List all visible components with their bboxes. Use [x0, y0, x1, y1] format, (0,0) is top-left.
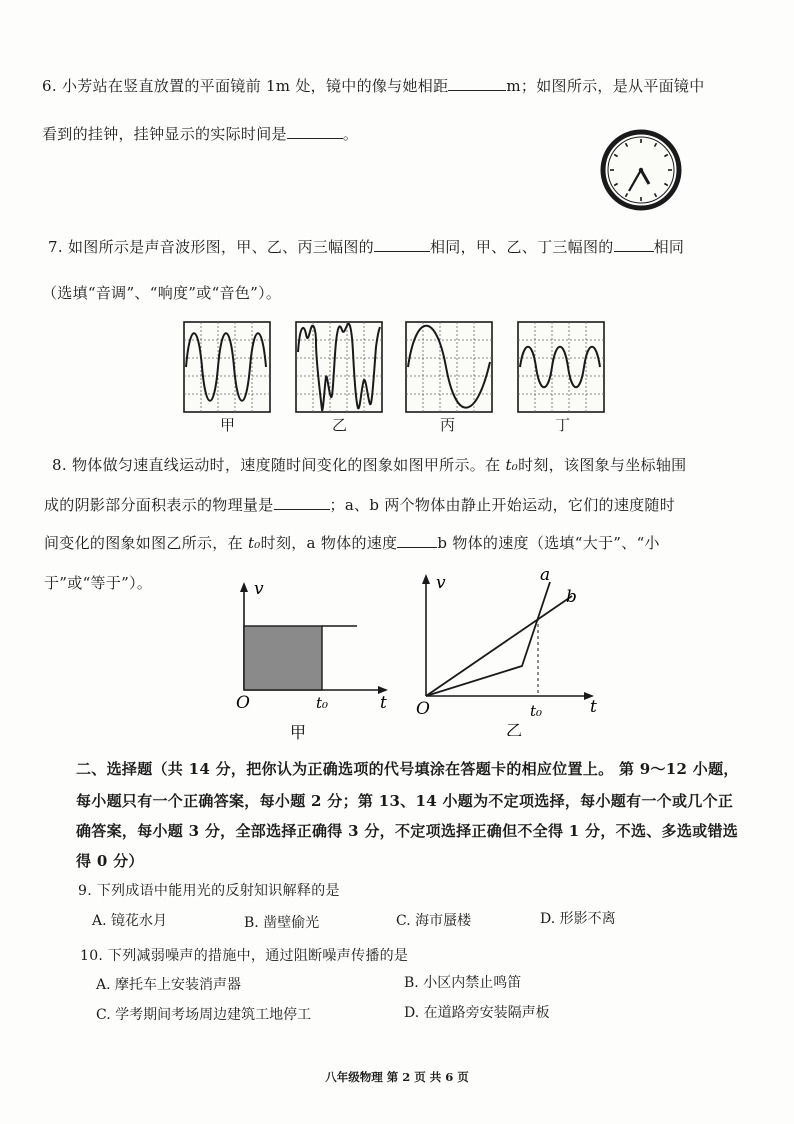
- q10-option-c[interactable]: C. 学考期间考场周边建筑工地停工: [96, 1007, 312, 1023]
- wave-label-bing: 丙: [440, 416, 456, 434]
- clock-center: [639, 168, 643, 172]
- wave-label-yi: 乙: [332, 416, 348, 434]
- q7-blank-1[interactable]: [374, 237, 430, 252]
- q7-text-c: 相同: [653, 238, 685, 256]
- q8-text-c: 成的阴影部分面积表示的物理量是: [44, 496, 274, 514]
- graph-jia: [232, 580, 402, 740]
- wave-label-ding: 丁: [555, 416, 571, 434]
- section2-line1: 二、选择题（共 14 分，把你认为正确选项的代号填涂在答题卡的相应位置上。 第 9～12 小题，: [76, 760, 739, 778]
- wave-panel-jia: [184, 322, 270, 412]
- q6-text-c: 看到的挂钟，挂钟显示的实际时间是: [42, 125, 287, 143]
- section2-line4: 得 0 分）: [76, 852, 144, 870]
- q8-text-a: 8. 物体做匀速直线运动时，速度随时间变化的图象如图甲所示。在: [52, 456, 501, 474]
- graph-yi: [412, 566, 612, 736]
- q8-text-g: b 物体的速度（选填“大于”、“小: [437, 534, 660, 552]
- q8-text-e: 间变化的图象如图乙所示，在: [44, 534, 243, 552]
- q9-option-d[interactable]: D. 形影不离: [540, 911, 616, 927]
- q7-text-b: 相同，甲、乙、丁三幅图的: [429, 238, 614, 256]
- wave-figures: [180, 316, 610, 436]
- q7-blank-2[interactable]: [614, 237, 654, 252]
- graph-yi-line-b: [426, 596, 572, 696]
- q7-text-options: （选填“音调”、“响度”或“音色”）。: [42, 284, 282, 302]
- q9-option-b[interactable]: B. 凿壁偷光: [244, 915, 320, 931]
- q10-option-b[interactable]: B. 小区内禁止鸣笛: [404, 975, 522, 991]
- q8-line2: [44, 494, 675, 515]
- q6-blank-time[interactable]: [287, 124, 343, 139]
- q8-line4: [44, 572, 152, 593]
- graph-jia-caption: 甲: [290, 723, 307, 740]
- q8-line3: [44, 532, 660, 553]
- graph-yi-origin: O: [416, 699, 430, 719]
- graph-jia-v-arrow: [240, 582, 248, 592]
- section2-line2: 每小题只有一个正确答案，每小题 2 分；第 13、14 小题为不定项选择，每小题有一个或几个正: [76, 792, 734, 810]
- wave-label-jia: 甲: [220, 416, 236, 434]
- q8-text-b: 时刻，该图象与坐标轴围: [518, 456, 687, 474]
- q6-blank-distance[interactable]: [448, 76, 506, 91]
- q8-t0-2: t₀: [247, 534, 261, 552]
- graph-yi-t0: t₀: [530, 702, 543, 720]
- graph-jia-shaded-area: [244, 626, 322, 690]
- graph-jia-t0: t₀: [316, 694, 329, 712]
- graph-yi-v-arrow: [422, 574, 430, 584]
- q7-line1: [48, 236, 684, 257]
- wave-panel-bing: [406, 322, 492, 412]
- q6-text-d: 。: [342, 125, 359, 143]
- q9-stem: 9. 下列成语中能用光的反射知识解释的是: [78, 883, 340, 899]
- graph-yi-v-label: v: [436, 573, 446, 593]
- q9-option-a[interactable]: A. 镜花水月: [92, 913, 168, 929]
- q8-blank-compare[interactable]: [397, 533, 437, 548]
- q8-blank-quantity[interactable]: [274, 495, 330, 510]
- q7-line2: [42, 282, 281, 303]
- q8-t0-1: t₀: [505, 456, 519, 474]
- graph-yi-line-a: [426, 582, 550, 696]
- q6-line2: [42, 123, 358, 144]
- q8-text-d: ；a、b 两个物体由静止开始运动，它们的速度随时: [329, 496, 676, 514]
- page-footer: 八年级物理 第 2 页 共 6 页: [325, 1070, 469, 1084]
- graph-yi-b-label: b: [566, 587, 577, 607]
- graph-yi-a-label: a: [540, 566, 551, 585]
- graph-yi-caption: 乙: [506, 721, 523, 736]
- q6-text-b: m；如图所示，是从平面镜中: [506, 77, 705, 95]
- graph-jia-v-label: v: [254, 580, 264, 599]
- q8-text-f: 时刻，a 物体的速度: [260, 534, 398, 552]
- q10-stem: 10. 下列减弱噪声的措施中，通过阻断噪声传播的是: [80, 948, 409, 964]
- q10-option-a[interactable]: A. 摩托车上安装消声器: [96, 977, 242, 993]
- graph-jia-origin: O: [236, 693, 250, 713]
- q9-option-c[interactable]: C. 海市蜃楼: [396, 913, 472, 929]
- graph-jia-t-label: t: [380, 693, 387, 713]
- graph-yi-t-label: t: [590, 697, 597, 717]
- wave-panel-yi: [296, 322, 382, 412]
- clock-figure: [598, 127, 684, 213]
- section2-line3: 确答案，每小题 3 分，全部选择正确得 3 分，不定项选择正确但不全得 1 分，不选、多选或错选: [76, 822, 739, 840]
- q6-text-a: 6. 小芳站在竖直放置的平面镜前 1m 处，镜中的像与她相距: [42, 77, 449, 95]
- q6-line1: [42, 75, 705, 96]
- wave-panel-ding: [518, 322, 604, 412]
- q10-option-d[interactable]: D. 在道路旁安装隔声板: [404, 1005, 550, 1021]
- q8-line1: [52, 454, 686, 475]
- q7-text-a: 7. 如图所示是声音波形图，甲、乙、丙三幅图的: [48, 238, 374, 256]
- q8-text-h: 于”或“等于”）。: [44, 574, 153, 592]
